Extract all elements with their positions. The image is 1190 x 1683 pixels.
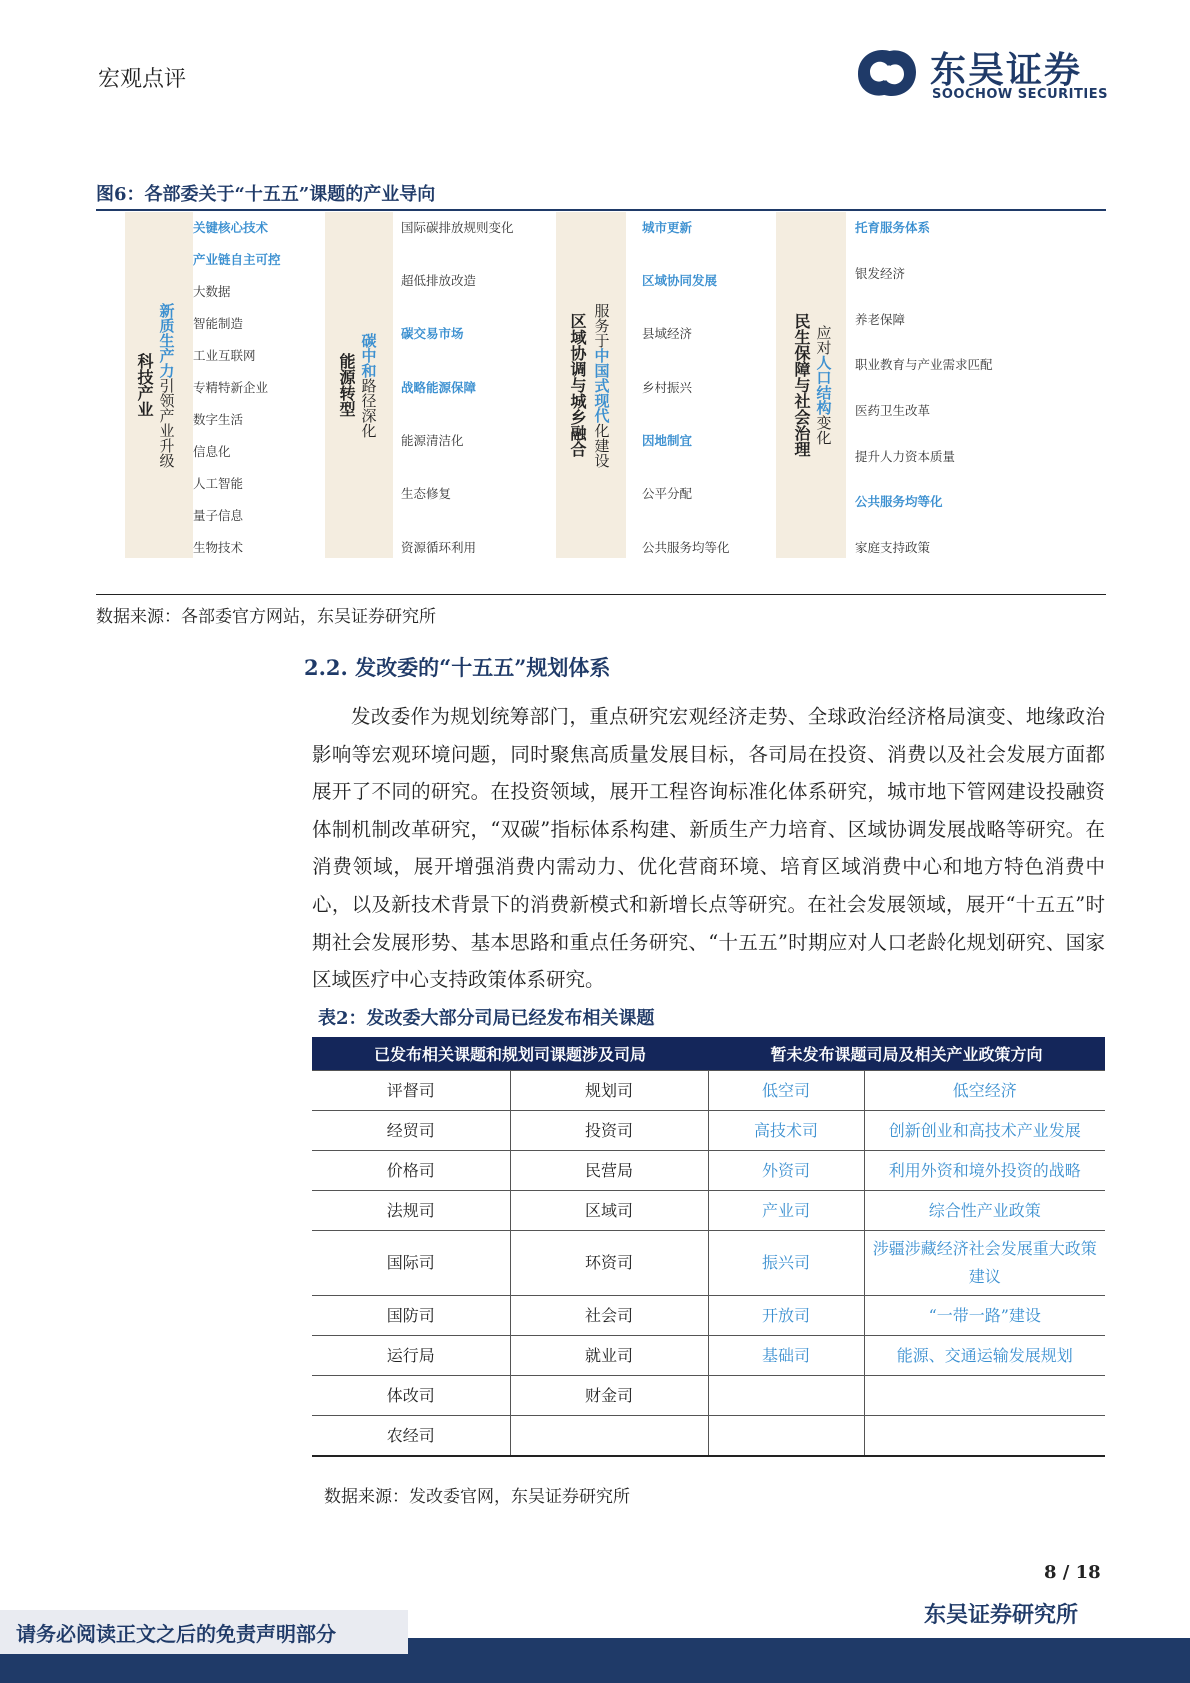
table-cell: 基础司 bbox=[708, 1336, 864, 1376]
table-cell: 外资司 bbox=[708, 1151, 864, 1191]
soochow-logo-icon bbox=[852, 40, 922, 106]
brand-logo bbox=[852, 40, 1112, 106]
list-item: 银发经济 bbox=[855, 266, 906, 281]
report-type: 宏观点评 bbox=[98, 67, 187, 92]
list-item: 县域经济 bbox=[642, 326, 693, 341]
table-cell: 高技术司 bbox=[708, 1111, 864, 1151]
table-cell: 规划司 bbox=[510, 1071, 708, 1111]
table-header-row bbox=[312, 1037, 1105, 1071]
table-cell: 涉疆涉藏经济社会发展重大政策建议 bbox=[864, 1231, 1105, 1296]
list-item: 生态修复 bbox=[401, 486, 452, 501]
table-cell: 体改司 bbox=[312, 1376, 510, 1416]
table-row bbox=[312, 1231, 1105, 1296]
table-cell bbox=[864, 1376, 1105, 1416]
list-item: 超低排放改造 bbox=[401, 273, 477, 288]
list-item: 量子信息 bbox=[193, 508, 244, 523]
item-list-tech bbox=[193, 212, 323, 558]
list-item: 工业互联网 bbox=[193, 348, 256, 363]
list-item: 公共服务均等化 bbox=[642, 540, 730, 555]
page-number: 8 / 18 bbox=[1044, 1562, 1101, 1583]
category-outer-label: 民生保障与社会治理 bbox=[792, 313, 811, 457]
item-list-livelihood bbox=[855, 212, 1055, 558]
table-row bbox=[312, 1111, 1105, 1151]
category-inner-label: 应对 人口结构 变化 bbox=[814, 325, 833, 445]
list-item: 托育服务体系 bbox=[855, 220, 931, 235]
table-cell: 能源、交通运输发展规划 bbox=[864, 1336, 1105, 1376]
table-cell: 投资司 bbox=[510, 1111, 708, 1151]
table-header-published: 已发布相关课题和规划司课题涉及司局 bbox=[312, 1037, 708, 1071]
bureau-table bbox=[312, 1037, 1105, 1457]
list-item: 战略能源保障 bbox=[401, 380, 477, 395]
list-item: 因地制宜 bbox=[642, 433, 693, 448]
list-item: 城市更新 bbox=[642, 220, 693, 235]
table-cell bbox=[864, 1416, 1105, 1457]
table-source: 数据来源：发改委官网，东吴证券研究所 bbox=[324, 1487, 630, 1507]
list-item: 医药卫生改革 bbox=[855, 403, 931, 418]
figure-source: 数据来源：各部委官方网站，东吴证券研究所 bbox=[96, 607, 436, 627]
table-row bbox=[312, 1191, 1105, 1231]
table-cell bbox=[708, 1376, 864, 1416]
category-outer-label: 能源转型 bbox=[337, 353, 356, 417]
list-item: 产业链自主可控 bbox=[193, 252, 281, 267]
table-title: 表2：发改委大部分司局已经发布相关课题 bbox=[318, 1008, 655, 1029]
table-cell: 综合性产业政策 bbox=[864, 1191, 1105, 1231]
table-cell: 国防司 bbox=[312, 1296, 510, 1336]
table-header-unpublished: 暂未发布课题司局及相关产业政策方向 bbox=[708, 1037, 1105, 1071]
table-row bbox=[312, 1416, 1105, 1457]
category-inner-label: 碳中和 路径深化 bbox=[359, 332, 378, 438]
table-row bbox=[312, 1336, 1105, 1376]
list-item: 信息化 bbox=[193, 444, 231, 459]
figure-bottom-rule bbox=[96, 594, 1106, 595]
table-cell: 产业司 bbox=[708, 1191, 864, 1231]
list-item: 数字生活 bbox=[193, 412, 244, 427]
table-cell: 农经司 bbox=[312, 1416, 510, 1457]
category-outer-label: 科技产业 bbox=[135, 353, 154, 417]
table-cell: 就业司 bbox=[510, 1336, 708, 1376]
list-item: 提升人力资本质量 bbox=[855, 449, 956, 464]
table-cell bbox=[708, 1416, 864, 1457]
list-item: 区域协同发展 bbox=[642, 273, 718, 288]
logo-chinese-name: 东吴证券 bbox=[930, 50, 1083, 91]
table-cell: 创新创业和高技术产业发展 bbox=[864, 1111, 1105, 1151]
table-cell: 开放司 bbox=[708, 1296, 864, 1336]
table-cell: 社会司 bbox=[510, 1296, 708, 1336]
list-item: 专精特新企业 bbox=[193, 380, 269, 395]
table-row bbox=[312, 1296, 1105, 1336]
table-cell: “一带一路”建设 bbox=[864, 1296, 1105, 1336]
disclaimer-notice: 请务必阅读正文之后的免责声明部分 bbox=[0, 1610, 408, 1654]
table-cell: 运行局 bbox=[312, 1336, 510, 1376]
list-item: 家庭支持政策 bbox=[855, 540, 931, 555]
list-item: 国际碳排放规则变化 bbox=[401, 220, 514, 235]
section-title: 2.2. 发改委的“十五五”规划体系 bbox=[304, 655, 611, 680]
table-cell: 民营局 bbox=[510, 1151, 708, 1191]
table-cell: 经贸司 bbox=[312, 1111, 510, 1151]
table-row bbox=[312, 1376, 1105, 1416]
category-outer-label: 区域协调与城乡融合 bbox=[568, 313, 587, 457]
list-item: 人工智能 bbox=[193, 476, 244, 491]
category-inner-label: 新质生产力 引领产业升级 bbox=[157, 302, 176, 468]
table-cell: 价格司 bbox=[312, 1151, 510, 1191]
table-cell: 法规司 bbox=[312, 1191, 510, 1231]
table-cell: 低空经济 bbox=[864, 1071, 1105, 1111]
list-item: 资源循环利用 bbox=[401, 540, 477, 555]
table-cell: 国际司 bbox=[312, 1231, 510, 1296]
table-row bbox=[312, 1151, 1105, 1191]
list-item: 大数据 bbox=[193, 284, 231, 299]
category-block-livelihood bbox=[776, 212, 846, 558]
list-item: 职业教育与产业需求匹配 bbox=[855, 357, 993, 372]
category-inner-label: 服务于 中国式现代 化建设 bbox=[592, 302, 611, 468]
list-item: 乡村振兴 bbox=[642, 380, 693, 395]
body-paragraph: 发改委作为规划统筹部门，重点研究宏观经济走势、全球政治经济格局演变、地缘政治影响等宏观环境问题，同时聚焦高质量发展目标，各司局在投资、消费以及社会发展方面都展开了不同的研究。在投资领域，展开工程咨询标准化体系研究，城市地下管网建设投融资体制机制改革研究，“双碳”指标体系构建、新质生产力培育、区域协调发展战略等研究。在消费领域，展开增强消费内需动力、优化营商环境、培育区域消费中心和地方特色消费中心，以及新技术背景下的消费新模式和新增长点等研究。在社会发展领域，展开“十五五”时期社会发展形势、基本思路和重点任务研究、“十五五”时期应对人口老龄化规划研究、国家区域医疗中心支持政策体系研究。 bbox=[312, 705, 1105, 992]
figure-top-rule bbox=[96, 209, 1106, 211]
category-block-regional bbox=[556, 212, 626, 558]
item-list-regional bbox=[642, 212, 772, 558]
footer-organization: 东吴证券研究所 bbox=[924, 1602, 1079, 1628]
item-list-energy bbox=[401, 212, 551, 558]
table-cell: 环资司 bbox=[510, 1231, 708, 1296]
category-block-energy bbox=[325, 212, 393, 558]
list-item: 智能制造 bbox=[193, 316, 244, 331]
list-item: 关键核心技术 bbox=[193, 220, 269, 235]
category-block-tech bbox=[125, 212, 193, 558]
table-cell: 利用外资和境外投资的战略 bbox=[864, 1151, 1105, 1191]
list-item: 养老保障 bbox=[855, 312, 906, 327]
table-cell: 区域司 bbox=[510, 1191, 708, 1231]
logo-english-name: SOOCHOW SECURITIES bbox=[932, 87, 1108, 102]
table-cell: 财金司 bbox=[510, 1376, 708, 1416]
table-cell: 评督司 bbox=[312, 1071, 510, 1111]
table-cell bbox=[510, 1416, 708, 1457]
figure-title: 图6：各部委关于“十五五”课题的产业导向 bbox=[96, 184, 436, 205]
table-cell: 低空司 bbox=[708, 1071, 864, 1111]
list-item: 公共服务均等化 bbox=[855, 494, 943, 509]
list-item: 能源清洁化 bbox=[401, 433, 464, 448]
table-cell: 振兴司 bbox=[708, 1231, 864, 1296]
list-item: 生物技术 bbox=[193, 540, 244, 555]
table-row bbox=[312, 1071, 1105, 1111]
list-item: 公平分配 bbox=[642, 486, 693, 501]
list-item: 碳交易市场 bbox=[401, 326, 464, 341]
